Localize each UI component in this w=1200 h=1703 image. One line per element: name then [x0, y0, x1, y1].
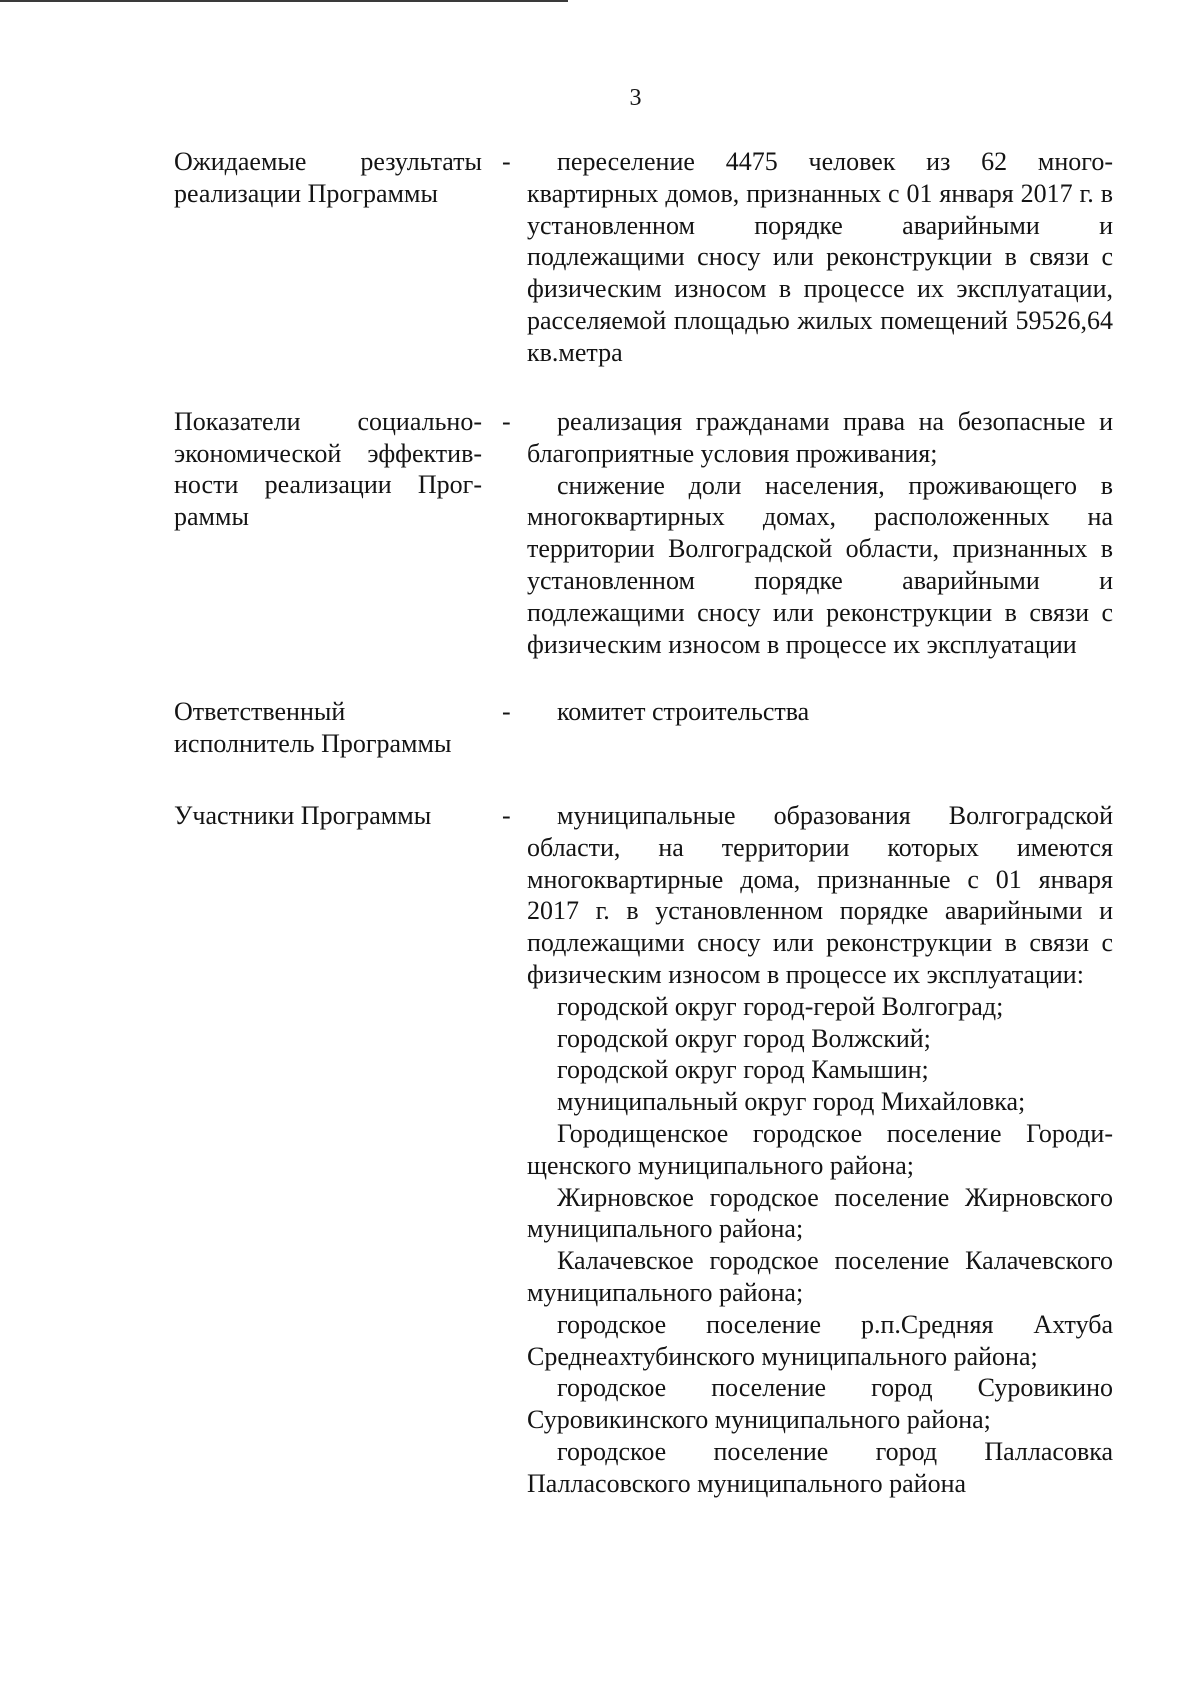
- participant-list-item: Городищенское городское поселение Городищенского муниципального района;: [527, 1118, 1113, 1180]
- participant-list-item: городской округ город Камышин;: [557, 1055, 929, 1085]
- label-line: Ожидаемые результаты: [174, 147, 482, 176]
- row-content: [527, 146, 1113, 369]
- participant-list-item: Жирновское городское поселение Жирновского муниципального района;: [527, 1182, 1113, 1244]
- row-content: [527, 406, 1113, 660]
- content-paragraph: снижение доли населения, проживающего в многоквартирных домах, расположенных на территории Волгоградской области, признанных в установленном порядке аварийными и подлежащими сносу или реконструкции в связи с физическим износом в процессе их эксплуатации: [527, 470, 1113, 659]
- row-label: [174, 146, 482, 209]
- top-rule: [0, 0, 568, 2]
- participant-list-item: Калачевское городское поселение Калачевского муниципального района;: [527, 1246, 1113, 1307]
- row-dash: -: [502, 147, 511, 176]
- label-line: Показатели социально-: [174, 407, 482, 436]
- page-number: 3: [629, 85, 642, 111]
- row-dash: -: [502, 407, 511, 436]
- label-line: Ответственный: [174, 697, 346, 726]
- label-line: экономической эффектив-: [174, 438, 482, 468]
- row-content: [527, 696, 1113, 728]
- participant-list-item: городское поселение город Палласовка Палласовского муниципального района: [527, 1436, 1113, 1498]
- content-paragraph: переселение 4475 человек из 62 многоквартирных домов, признанных с 01 января 2017 г. в установленном порядке аварийными и подлежащими сносу или реконструкции в связи с физическим износом в процессе их эксплуатации, расселяемой площадью жилых помещений 59526,64 кв.метра: [527, 147, 1113, 367]
- label-line: реализации Программы: [174, 178, 438, 208]
- content-paragraph: муниципальные образования Волгоградской области, на территории которых имеются многоквартирные дома, признанные с 01 января 2017 г. в установленном порядке аварийными и подлежащими сносу или реконструкции в связи с физическим износом в процессе их эксплуатации:: [527, 801, 1113, 989]
- row-label: [174, 406, 482, 532]
- row-content: [527, 800, 1113, 1500]
- row-dash: -: [502, 801, 511, 830]
- label-line: ности реализации Прог-: [174, 470, 482, 499]
- content-paragraph: реализация гражданами права на безопасные и благоприятные условия проживания;: [527, 407, 1113, 468]
- row-label: [174, 800, 482, 832]
- label-line: раммы: [174, 501, 249, 531]
- participant-list-item: городское поселение р.п.Средняя Ахтуба Среднеахтубинского муниципального района;: [527, 1309, 1113, 1371]
- content-paragraph: комитет строительства: [557, 697, 810, 726]
- label-line: исполнитель Программы: [174, 728, 452, 758]
- label-line: Участники Программы: [174, 801, 432, 830]
- participant-list-item: городское поселение город Суровикино Суровикинского муниципального района;: [527, 1373, 1113, 1435]
- participant-list-item: городской округ город-герой Волгоград;: [557, 991, 1004, 1021]
- participant-list-item: муниципальный округ город Михайловка;: [557, 1087, 1026, 1117]
- row-label: [174, 696, 482, 759]
- participant-list-item: городской округ город Волжский;: [557, 1023, 931, 1053]
- row-dash: -: [502, 697, 511, 726]
